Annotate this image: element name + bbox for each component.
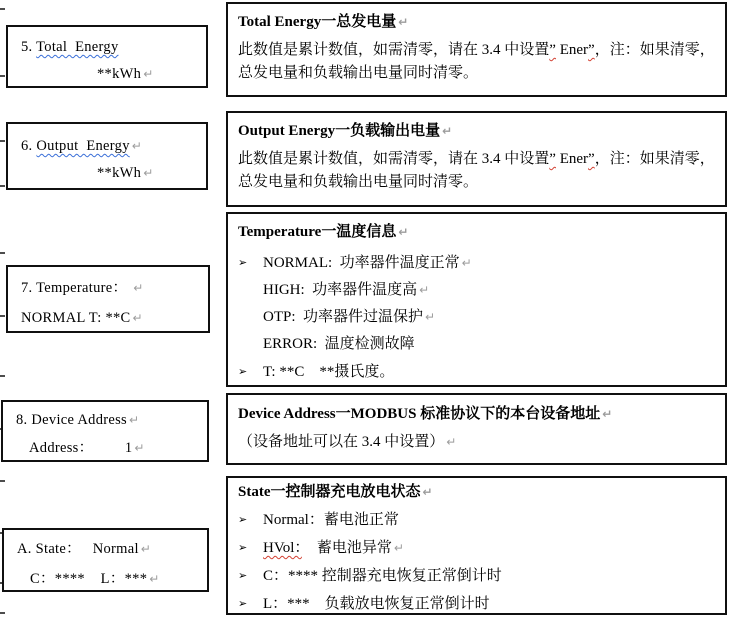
screen-label: A. State： Normal xyxy=(17,541,139,557)
note-item xyxy=(238,506,717,534)
note-total-energy xyxy=(226,2,727,97)
return-mark-icon: ↵ xyxy=(419,283,430,297)
note-item-text: NORMAL: 功率器件温度正常 xyxy=(263,255,460,271)
quote-mark: ” xyxy=(588,151,595,167)
lcd-screen-total-energy xyxy=(6,25,208,88)
note-title xyxy=(238,118,717,144)
screen-line xyxy=(16,434,207,462)
note-item-label: L：*** xyxy=(263,596,310,612)
return-mark-icon: ↵ xyxy=(149,572,160,586)
lcd-screen-output-energy xyxy=(6,122,208,190)
screen-line xyxy=(21,133,206,160)
quote-mark: ” xyxy=(588,42,595,58)
return-mark-icon: ↵ xyxy=(143,166,154,180)
screen-value: NORMAL T: **C xyxy=(21,310,131,326)
return-mark-icon: ↵ xyxy=(132,311,143,325)
note-item-text: T: **C **摄氏度。 xyxy=(263,364,395,380)
table-border-tick xyxy=(0,140,5,142)
note-item-list xyxy=(238,249,717,386)
lcd-screen-temperature xyxy=(6,265,210,333)
note-item xyxy=(238,249,717,277)
note-item xyxy=(238,277,717,304)
return-mark-icon: ↵ xyxy=(602,407,613,421)
return-mark-icon: ↵ xyxy=(461,256,472,270)
table-border-tick xyxy=(0,8,5,10)
note-item-label: Normal： xyxy=(263,512,324,528)
note-title-text: State一控制器充电放电状态 xyxy=(238,484,421,500)
quote-mark: ” xyxy=(549,42,556,58)
note-title-text: Temperature一温度信息 xyxy=(238,224,397,240)
note-item xyxy=(238,304,717,331)
return-mark-icon: ↵ xyxy=(134,441,145,455)
note-title-text: Output Energy一负载输出电量 xyxy=(238,123,441,139)
screen-value: Address： 1 xyxy=(29,440,133,456)
return-mark-icon: ↵ xyxy=(425,310,436,324)
note-item-label: C：**** xyxy=(263,568,319,584)
note-item-text: HIGH: 功率器件温度高 xyxy=(263,282,418,298)
note-item xyxy=(238,358,717,386)
note-body-text: Ener xyxy=(555,42,589,58)
table-border-tick xyxy=(0,480,5,482)
arrow-bullet-icon: ➢ xyxy=(238,541,248,554)
note-title xyxy=(238,219,717,245)
screen-line xyxy=(21,303,208,333)
note-item xyxy=(238,590,717,618)
note-state xyxy=(226,476,727,615)
table-border-tick xyxy=(0,612,5,614)
note-body-text: 此数值是累计数值，如需清零，请在 3.4 中设置 xyxy=(238,151,550,167)
return-mark-icon: ↵ xyxy=(398,225,409,239)
note-body-text: ，注：如果清零，总发电量和负载输出电量同时清零。 xyxy=(238,151,715,190)
screen-label: Total Energy xyxy=(36,39,119,55)
table-border-tick xyxy=(0,75,5,77)
screen-item-number: 6. xyxy=(21,138,37,154)
note-title xyxy=(238,401,717,427)
note-body-text: Ener xyxy=(555,151,589,167)
lcd-screen-device-address xyxy=(1,400,209,462)
arrow-bullet-icon: ➢ xyxy=(238,569,248,582)
return-mark-icon: ↵ xyxy=(140,542,152,556)
arrow-bullet-icon: ➢ xyxy=(238,365,248,378)
quote-mark: ” xyxy=(549,151,556,167)
return-mark-icon: ↵ xyxy=(422,485,433,499)
note-body-text: （设备地址可以在 3.4 中设置） xyxy=(238,434,445,450)
table-border-tick xyxy=(0,185,5,187)
note-item-text: ERROR: 温度检测故障 xyxy=(263,336,415,352)
note-item-label: HVol： xyxy=(263,540,302,556)
note-item-text: 控制器充电恢复正常倒计时 xyxy=(318,568,502,584)
note-body xyxy=(238,148,717,194)
screen-label: 8. Device Address xyxy=(16,412,128,428)
note-device-address xyxy=(226,393,727,465)
note-title-text: Total Energy一总发电量 xyxy=(238,14,397,30)
note-title xyxy=(238,480,717,504)
note-item xyxy=(238,534,717,562)
screen-value: **kWh xyxy=(97,165,142,181)
screen-item-number: 5. xyxy=(21,39,37,55)
return-mark-icon: ↵ xyxy=(398,15,409,29)
return-mark-icon: ↵ xyxy=(143,67,154,81)
note-title-text: Device Address一MODBUS 标准协议下的本台设备地址 xyxy=(238,406,601,422)
screen-line xyxy=(21,273,208,303)
table-border-tick xyxy=(0,315,5,317)
note-body xyxy=(238,39,717,85)
return-mark-icon: ↵ xyxy=(133,281,144,295)
screen-line xyxy=(17,564,207,594)
note-output-energy xyxy=(226,111,727,207)
arrow-bullet-icon: ➢ xyxy=(238,597,248,610)
screen-line xyxy=(21,160,206,187)
screen-value: **kWh xyxy=(97,66,142,82)
note-item-text: OTP: 功率器件过温保护 xyxy=(263,309,424,325)
note-item xyxy=(238,562,717,590)
arrow-bullet-icon: ➢ xyxy=(238,256,248,269)
screen-value: C：**** L：*** xyxy=(30,571,148,587)
return-mark-icon: ↵ xyxy=(129,413,140,427)
note-item-text: 蓄电池正常 xyxy=(323,512,399,528)
return-mark-icon: ↵ xyxy=(393,541,404,555)
screen-line xyxy=(21,34,206,61)
note-item-list xyxy=(238,506,717,618)
note-body-text: ，注：如果清零，总发电量和负载输出电量同时清零。 xyxy=(238,42,715,81)
note-item-text: 蓄电池异常 xyxy=(301,540,392,556)
note-body-text: 此数值是累计数值，如需清零，请在 3.4 中设置 xyxy=(238,42,550,58)
note-title xyxy=(238,9,717,35)
note-item xyxy=(238,331,717,358)
screen-label: Output Energy xyxy=(36,138,130,154)
screen-line xyxy=(21,61,206,88)
return-mark-icon: ↵ xyxy=(442,124,453,138)
return-mark-icon: ↵ xyxy=(446,435,457,449)
note-item-text: 负载放电恢复正常倒计时 xyxy=(309,596,490,612)
note-body xyxy=(238,429,717,456)
arrow-bullet-icon: ➢ xyxy=(238,513,248,526)
note-temperature xyxy=(226,212,727,387)
table-border-tick xyxy=(0,375,5,377)
screen-label: 7. Temperature： xyxy=(21,280,132,296)
screen-line xyxy=(16,406,207,434)
screen-line xyxy=(17,534,207,564)
return-mark-icon: ↵ xyxy=(131,139,143,153)
lcd-screen-state xyxy=(2,528,209,592)
table-border-tick xyxy=(0,252,5,254)
